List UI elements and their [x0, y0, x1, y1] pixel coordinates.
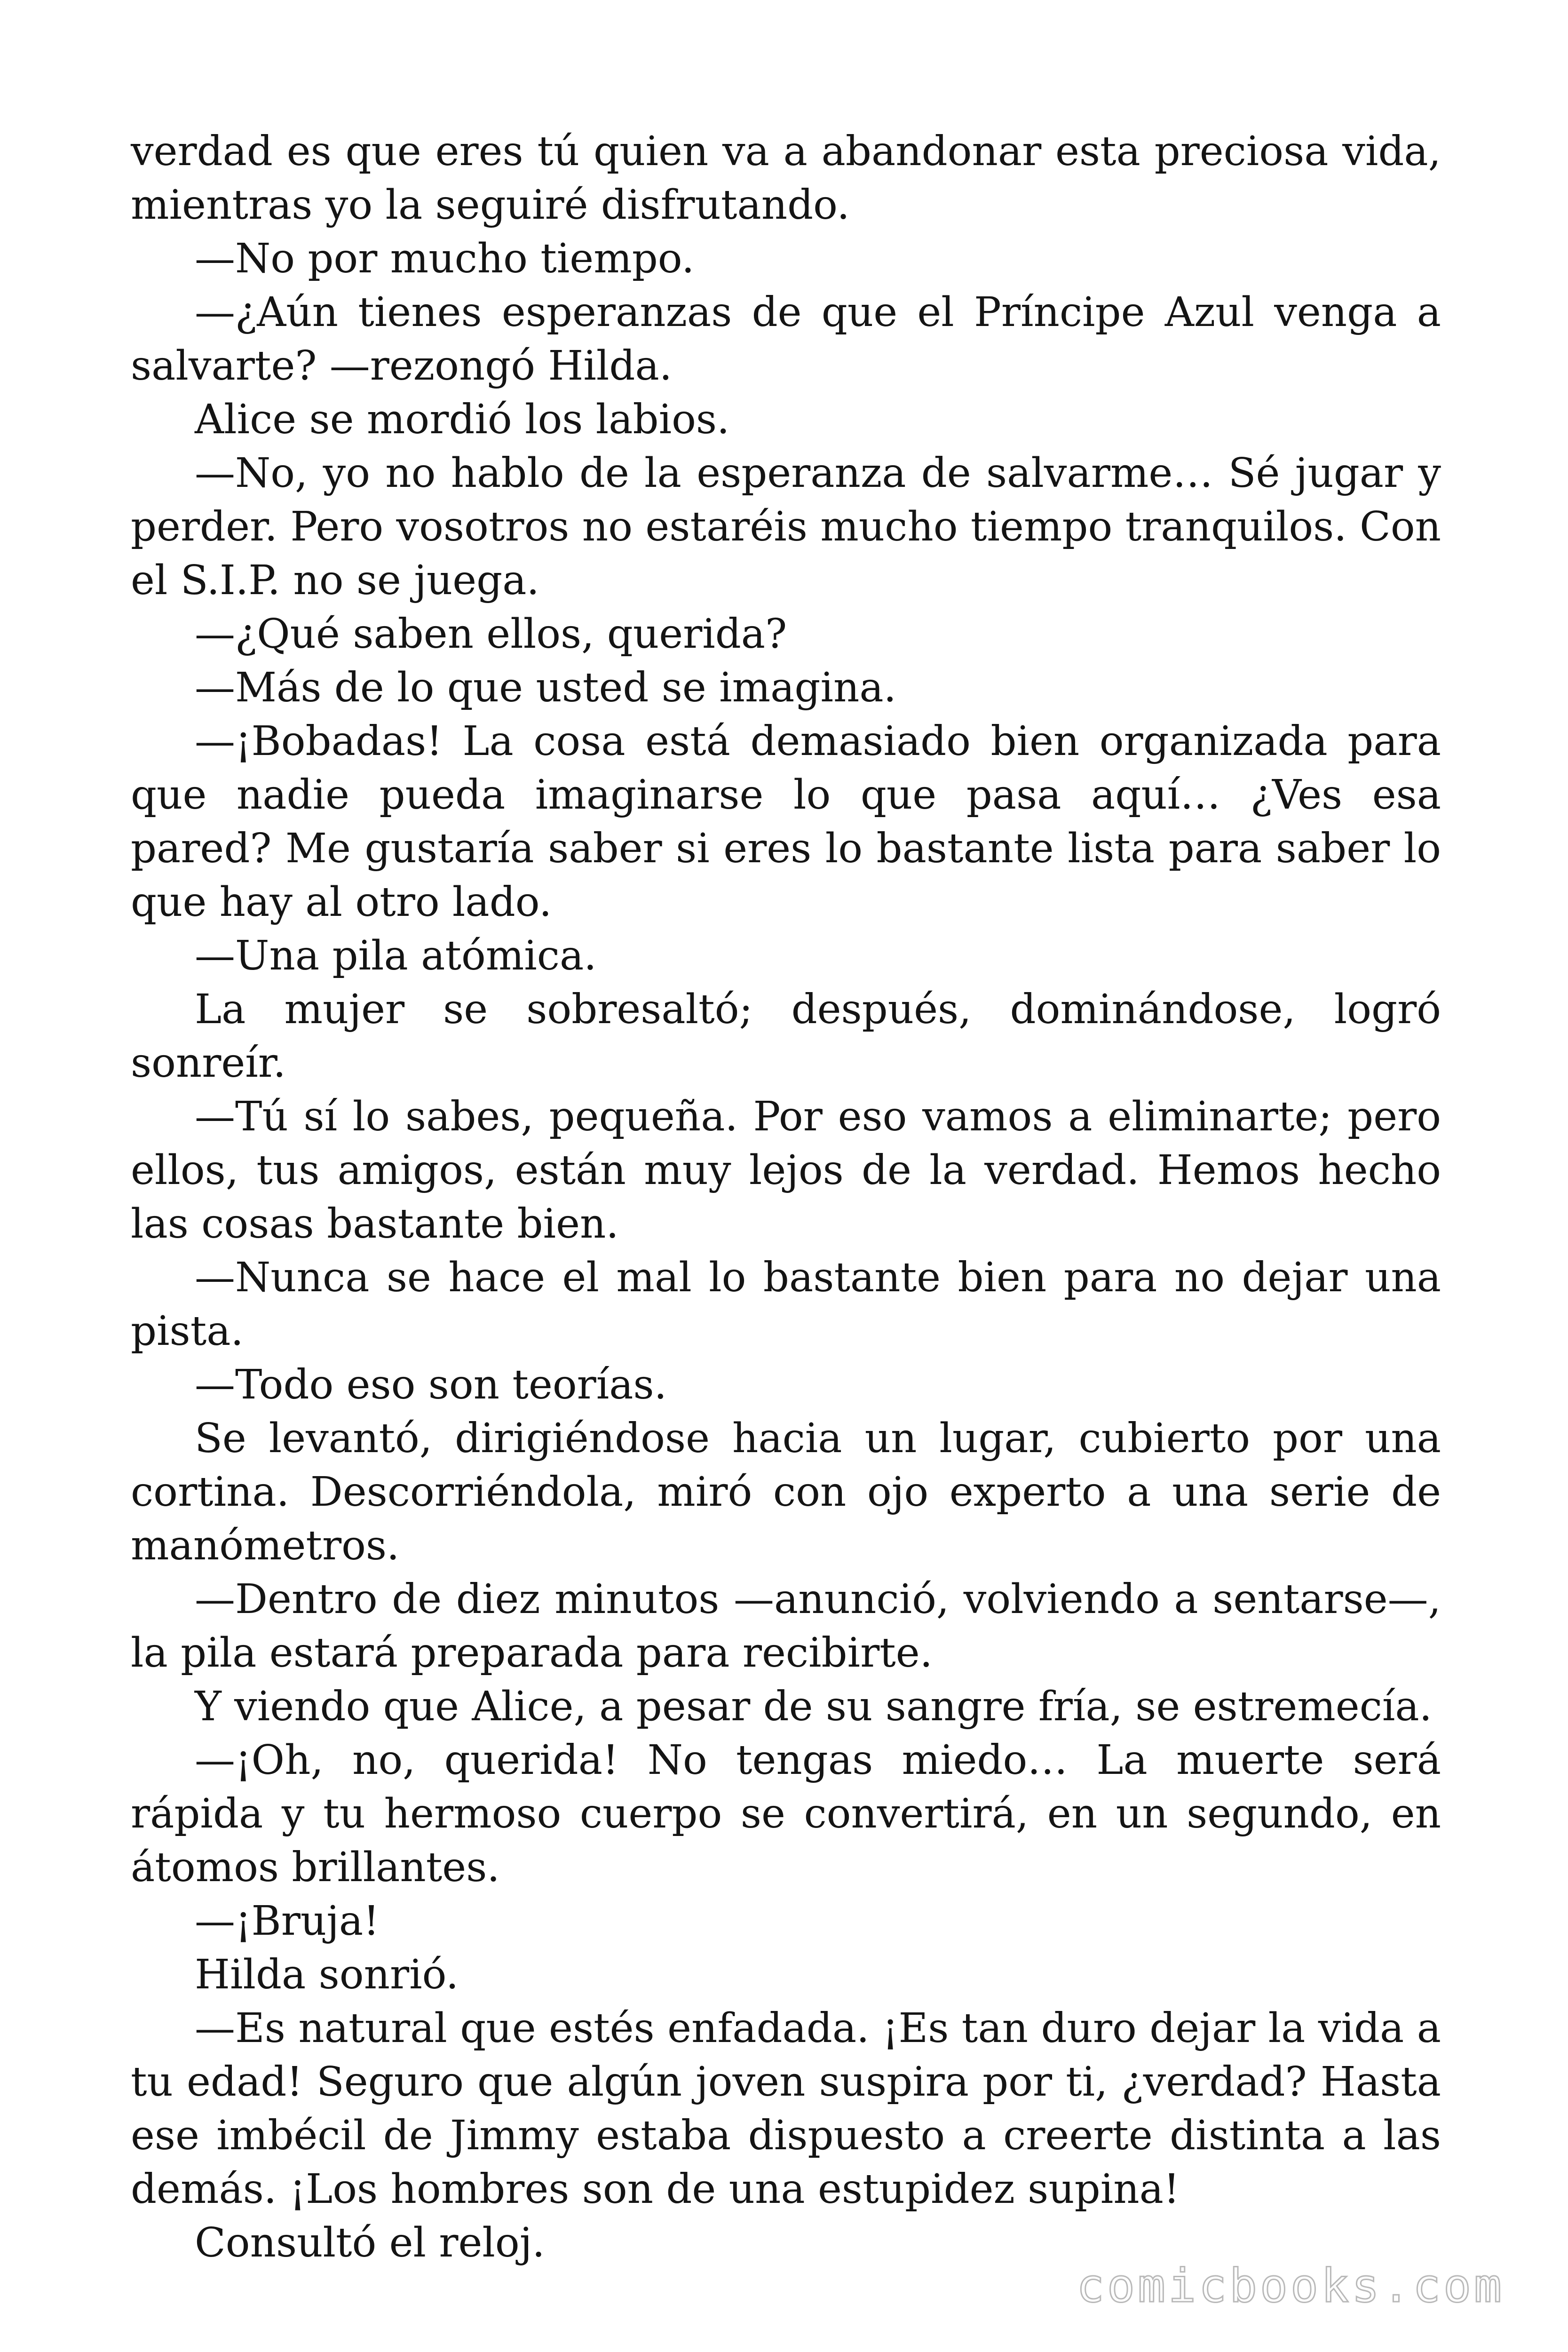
paragraph: —Una pila atómica. — [195, 932, 597, 979]
page-body — [131, 125, 1441, 2270]
paragraph: —¡Bobadas! La cosa está demasiado bien organizada para que nadie pueda imaginarse lo que pasa aquí… ¿Ves esa pared? Me gustaría saber si eres lo bastante lista para saber lo que hay al otro lado. — [131, 718, 1441, 926]
paragraph: Consultó el reloj. — [195, 2219, 545, 2266]
paragraph: —Tú sí lo sabes, pequeña. Por eso vamos a eliminarte; pero ellos, tus amigos, están muy lejos de la verdad. Hemos hecho las cosas bastante bien. — [131, 1093, 1441, 1248]
paragraph: Se levantó, dirigiéndose hacia un lugar, cubierto por una cortina. Descorriéndola, miró con ojo experto a una serie de manómetros. — [131, 1415, 1441, 1569]
paragraph: —Nunca se hace el mal lo bastante bien para no dejar una pista. — [131, 1254, 1441, 1355]
paragraph: verdad es que eres tú quien va a abandonar esta preciosa vida, mientras yo la seguiré disfrutando. — [131, 128, 1441, 229]
paragraph: —¡Oh, no, querida! No tengas miedo… La muerte será rápida y tu hermoso cuerpo se convertirá, en un segundo, en átomos brillantes. — [131, 1737, 1441, 1891]
paragraph: —Dentro de diez minutos —anunció, volviendo a sentarse—, la pila estará preparada para recibirte. — [131, 1576, 1441, 1677]
paragraph: —No por mucho tiempo. — [195, 235, 695, 282]
paragraph: —Todo eso son teorías. — [195, 1361, 667, 1408]
paragraph: —Más de lo que usted se imagina. — [195, 664, 896, 711]
watermark: comicbooks.com — [1076, 2259, 1505, 2313]
paragraph: —¿Aún tienes esperanzas de que el Príncipe Azul venga a salvarte? —rezongó Hilda. — [131, 289, 1441, 389]
paragraph: —¡Bruja! — [195, 1898, 380, 1945]
paragraph: Hilda sonrió. — [195, 1951, 459, 1998]
paragraph: —Es natural que estés enfadada. ¡Es tan duro dejar la vida a tu edad! Seguro que algún joven suspira por ti, ¿verdad? Hasta ese imbécil de Jimmy estaba dispuesto a creerte distinta a las demás. ¡Los hombres son de una estupidez supina! — [131, 2005, 1441, 2213]
paragraph: —¿Qué saben ellos, querida? — [195, 611, 787, 658]
paragraph: Y viendo que Alice, a pesar de su sangre fría, se estremecía. — [195, 1683, 1432, 1730]
paragraph: Alice se mordió los labios. — [195, 396, 730, 443]
paragraph: —No, yo no hablo de la esperanza de salvarme… Sé jugar y perder. Pero vosotros no estaréis mucho tiempo tranquilos. Con el S.I.P. no se juega. — [131, 450, 1441, 604]
paragraph: La mujer se sobresaltó; después, dominándose, logró sonreír. — [131, 986, 1441, 1087]
